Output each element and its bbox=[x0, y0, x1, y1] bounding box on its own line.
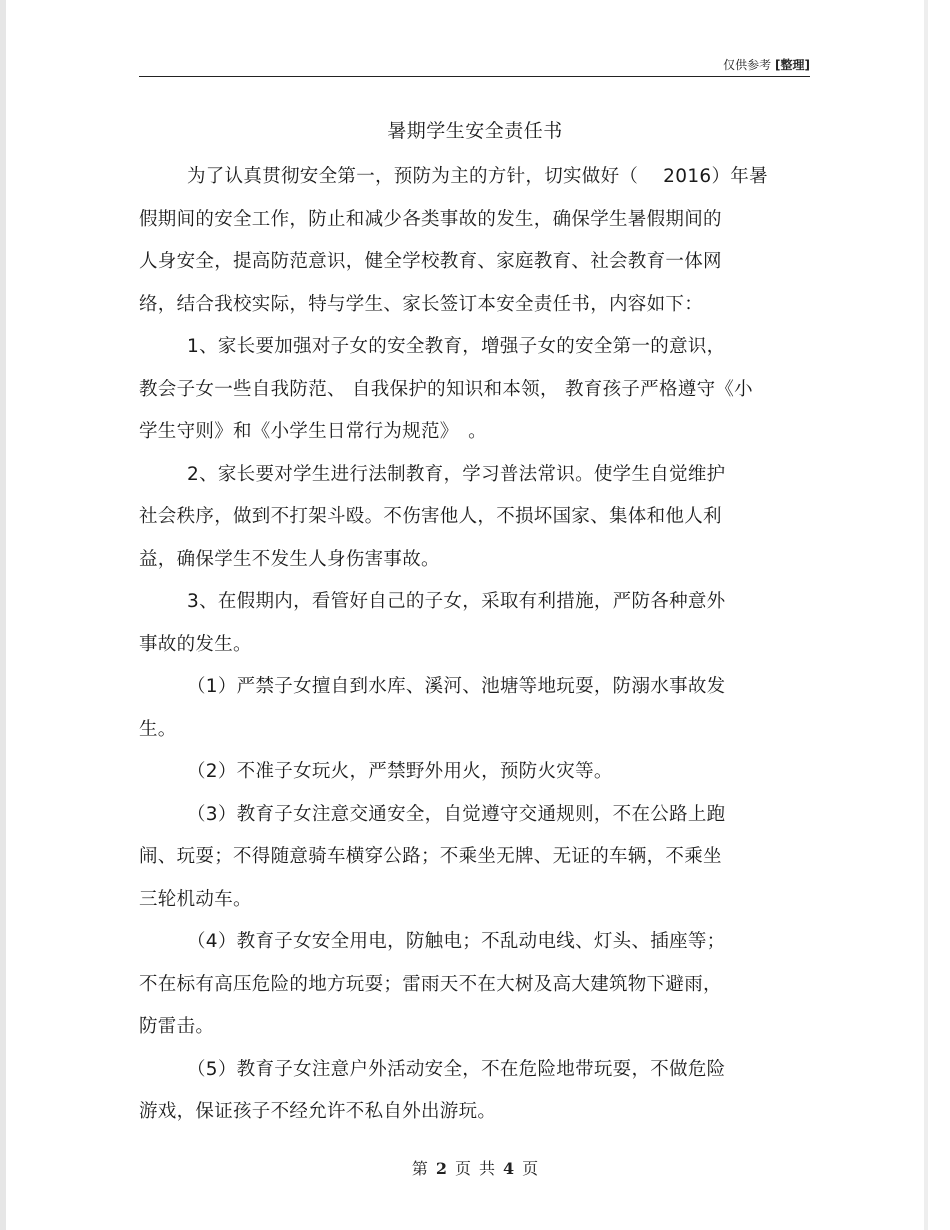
body-line: 2、家长要对学生进行法制教育，学习普法常识。使学生自觉维护 bbox=[187, 464, 726, 485]
body-line: 不在标有高压危险的地方玩耍；雷雨天不在大树及高大建筑物下避雨， bbox=[139, 974, 722, 995]
header-rule bbox=[139, 76, 810, 77]
page-left-edge bbox=[0, 0, 6, 1230]
footer-total-unit: 页 bbox=[522, 1159, 539, 1178]
body-line: 假期间的安全工作，防止和减少各类事故的发生，确保学生暑假期间的 bbox=[139, 209, 722, 230]
body-line: 3、在假期内，看管好自己的子女，采取有利措施，严防各种意外 bbox=[187, 591, 726, 612]
body-line: 学生守则》和《小学生日常行为规范》 。 bbox=[139, 421, 487, 442]
body-line: （1）严禁子女擅自到水库、溪河、池塘等地玩耍，防溺水事故发 bbox=[187, 676, 726, 697]
document-title: 暑期学生安全责任书 bbox=[387, 120, 563, 142]
body-line: 络，结合我校实际，特与学生、家长签订本安全责任书，内容如下： bbox=[139, 294, 704, 315]
body-line: 社会秩序，做到不打架斗殴。不伤害他人，不损坏国家、集体和他人利 bbox=[139, 506, 722, 527]
body-line: 1、家长要加强对子女的安全教育，增强子女的安全第一的意识， bbox=[187, 336, 726, 357]
body-line: 事故的发生。 bbox=[139, 634, 252, 655]
body-line: 生。 bbox=[139, 719, 177, 740]
footer-current-page: 2 bbox=[435, 1159, 447, 1178]
footer-page-unit: 页 bbox=[454, 1159, 471, 1178]
footer-page-prefix: 第 bbox=[411, 1159, 428, 1178]
body-line: 闹、玩耍；不得随意骑车横穿公路；不乘坐无牌、无证的车辆，不乘坐 bbox=[139, 846, 722, 867]
body-line: （3）教育子女注意交通安全，自觉遵守交通规则，不在公路上跑 bbox=[187, 804, 726, 825]
page-right-edge bbox=[924, 0, 928, 1230]
body-line: （2）不准子女玩火，严禁野外用火，预防火灾等。 bbox=[187, 761, 613, 782]
body-line: （5）教育子女注意户外活动安全，不在危险地带玩耍，不做危险 bbox=[187, 1059, 726, 1080]
footer-total-pages: 4 bbox=[503, 1159, 515, 1178]
body-line: 三轮机动车。 bbox=[139, 889, 252, 910]
body-line: 游戏，保证孩子不经允许不私自外出游玩。 bbox=[139, 1101, 497, 1122]
body-line: 人身安全，提高防范意识，健全学校教育、家庭教育、社会教育一体网 bbox=[139, 251, 722, 272]
page-header bbox=[723, 56, 810, 73]
header-bracket: [整理] bbox=[775, 58, 810, 72]
header-label: 仅供参考 bbox=[723, 58, 772, 72]
page-footer bbox=[0, 1156, 950, 1179]
body-line: 防雷击。 bbox=[139, 1016, 215, 1037]
body-line: （4）教育子女安全用电，防触电；不乱动电线、灯头、插座等； bbox=[187, 931, 726, 952]
body-line: 教会子女一些自我防范、 自我保护的知识和本领， 教育孩子严格遵守《小 bbox=[139, 379, 753, 400]
body-line: 为了认真贯彻安全第一，预防为主的方针，切实做好（ 2016）年暑 bbox=[187, 166, 768, 187]
body-line: 益，确保学生不发生人身伤害事故。 bbox=[139, 549, 440, 570]
footer-total-prefix: 共 bbox=[479, 1159, 496, 1178]
